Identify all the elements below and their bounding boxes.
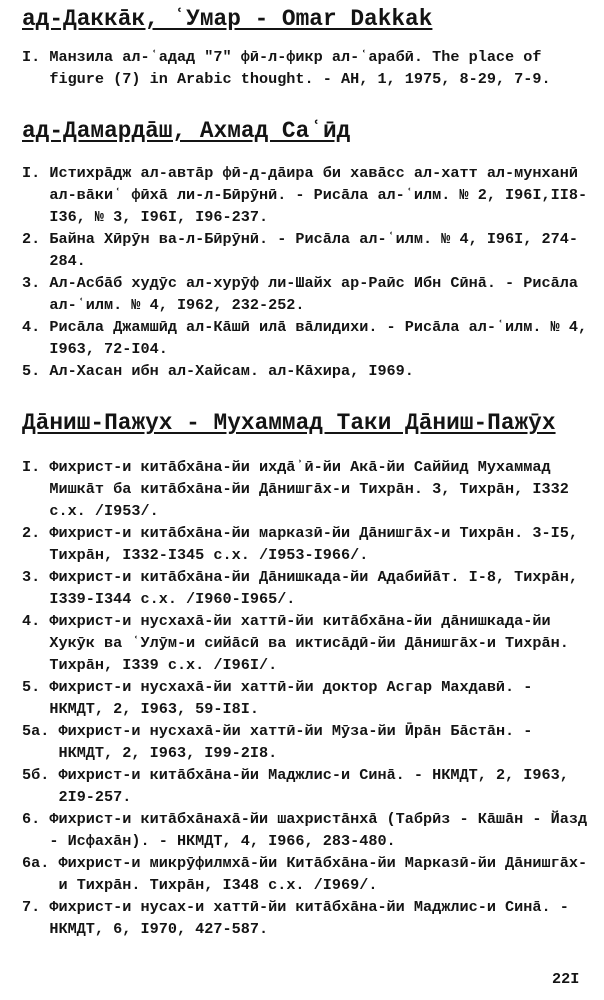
bibliography-entry xyxy=(22,316,588,360)
entry-text: Фихрист-и китāбхāна-йи марказӣ-йи Дāнишгāх-и Тихрāн. 3-I5, Тихрāн, I332-I345 с.х. /I953-I966/. xyxy=(49,524,578,564)
entry-text: Рисāла Джамшӣд ал-Кāшӣ илā вāлидихи. - Рисāла ал-ʿилм. № 4, I963, 72-I04. xyxy=(49,318,588,358)
entry-number: I. xyxy=(22,48,50,66)
bibliography-entry xyxy=(22,360,588,382)
entry-text: Ал-Хасан ибн ал-Хайсам. ал-Кāхира, I969. xyxy=(49,362,414,380)
entry-number: 3. xyxy=(22,568,50,586)
bibliography-entry xyxy=(22,522,588,566)
entry-text: Истихрāдж ал-автāр фӣ-д-дāира би хавāсс ал-хатт ал-мунханӣ ал-вāкиʿ фӣхā ли-л-Бӣрӯнӣ. - Рисāла ал-ʿилм. № 2, I96I,II8-I36, № 3, I96I, I96-237. xyxy=(49,164,588,226)
entry-number: I. xyxy=(22,458,50,476)
bibliography-entry xyxy=(22,566,588,610)
page-number: 22I xyxy=(552,970,580,988)
entry-text: Манзила ал-ʿадад "7" фӣ-л-фикр ал-ʿарабӣ. The place of figure (7) in Arabic thought. - АН, 1, 1975, 8-29, 7-9. xyxy=(49,48,551,88)
entry-number: 6а. xyxy=(22,854,59,872)
section-heading: ад-Даккāк, ʿУмар - Omar Dakkak xyxy=(22,6,433,32)
bibliography-entry xyxy=(22,610,588,676)
entry-number: 2. xyxy=(22,524,50,542)
entry-text: Фихрист-и китāбхāна-йи Дāнишкада-йи Адабийāт. I-8, Тихрāн, I339-I344 с.х. /I960-I965/. xyxy=(49,568,578,608)
bibliography-entry xyxy=(22,764,588,808)
entry-number: 5. xyxy=(22,362,50,380)
entry-text: Фихрист-и китāбхāна-йи ихдāʾӣ-йи Акā-йи Саййид Мухаммад Мишкāт ба китāбхāна-йи Дāнишгāх-и Тихрāн. 3, Тихрāн, I332 с.х. /I953/. xyxy=(49,458,569,520)
entry-number: 5а. xyxy=(22,722,59,740)
entry-number: 3. xyxy=(22,274,50,292)
entry-text: Ал-Асбāб худӯс ал-хурӯф ли-Шайх ар-Раӣс Ибн Сӣнā. - Рисāла ал-ʿилм. № 4, I962, 232-252. xyxy=(49,274,578,314)
entry-text: Фихрист-и нусах-и хаттӣ-йи китāбхāна-йи Маджлис-и Синā. - НКМДТ, 6, I970, 427-587. xyxy=(49,898,569,938)
bibliography-entry xyxy=(22,456,588,522)
section-danish-pazhuh xyxy=(22,412,588,940)
bibliography-entry xyxy=(22,720,588,764)
entry-number: 5. xyxy=(22,678,50,696)
entry-text: Фихрист-и микрӯфилмхā-йи Китāбхāна-йи Марказӣ-йи Дāнишгāх-и Тихрāн. Тихрāн, I348 с.х. /I969/. xyxy=(58,854,588,894)
entry-text: Фихрист-и китāбхāнахā-йи шахристāнхā (Табрӣз - Кāшāн - Йазд - Исфахāн). - НКМДТ, 4, I966, 283-480. xyxy=(49,810,588,850)
entry-text: Байна Хӣрӯн ва-л-Бӣрӯнӣ. - Рисāла ал-ʿилм. № 4, I96I, 274-284. xyxy=(49,230,578,270)
bibliography-entry xyxy=(22,896,588,940)
bibliography-entry xyxy=(22,852,588,896)
bibliography-entry xyxy=(22,808,588,852)
bibliography-entry xyxy=(22,272,588,316)
bibliography-entry xyxy=(22,228,588,272)
section-heading: ад-Дамардāш, Ахмад Саʿӣд xyxy=(22,118,351,144)
section-dakkak xyxy=(22,8,588,90)
entry-text: Фихрист-и нусхахā-йи хаттӣ-йи китāбхāна-йи дāнишкада-йи Хукӯк ва ʿУлӯм-и сийāсӣ ва иктисāдӣ-йи Дāнишгāх-и Тихрāн. Тихрāн, I339 с.х. /I96I/. xyxy=(49,612,569,674)
entry-text: Фихрист-и нусхахā-йи хаттӣ-йи Мӯза-йи Ӣрāн Бāстāн. - НКМДТ, 2, I963, I99-2I8. xyxy=(58,722,533,762)
entry-number: 4. xyxy=(22,318,50,336)
entry-number: 6. xyxy=(22,810,50,828)
entry-number: 4. xyxy=(22,612,50,630)
entry-list xyxy=(22,162,588,382)
entry-number: 2. xyxy=(22,230,50,248)
entry-list xyxy=(22,456,588,940)
entry-text: Фихрист-и нусхахā-йи хаттӣ-йи доктор Асгар Махдавӣ. - НКМДТ, 2, I963, 59-I8I. xyxy=(49,678,533,718)
entry-number: 7. xyxy=(22,898,50,916)
entry-number: 5б. xyxy=(22,766,59,784)
entry-list xyxy=(22,46,588,90)
entry-text: Фихрист-и китāбхāна-йи Маджлис-и Синā. - НКМДТ, 2, I963, 2I9-257. xyxy=(58,766,569,806)
section-heading: Дāниш-Пажух - Мухаммад Таки Дāниш-Пажӯх xyxy=(22,410,556,436)
section-damardash xyxy=(22,120,588,382)
bibliography-entry xyxy=(22,162,588,228)
bibliography-entry xyxy=(22,676,588,720)
bibliography-entry xyxy=(22,46,588,90)
entry-number: I. xyxy=(22,164,50,182)
